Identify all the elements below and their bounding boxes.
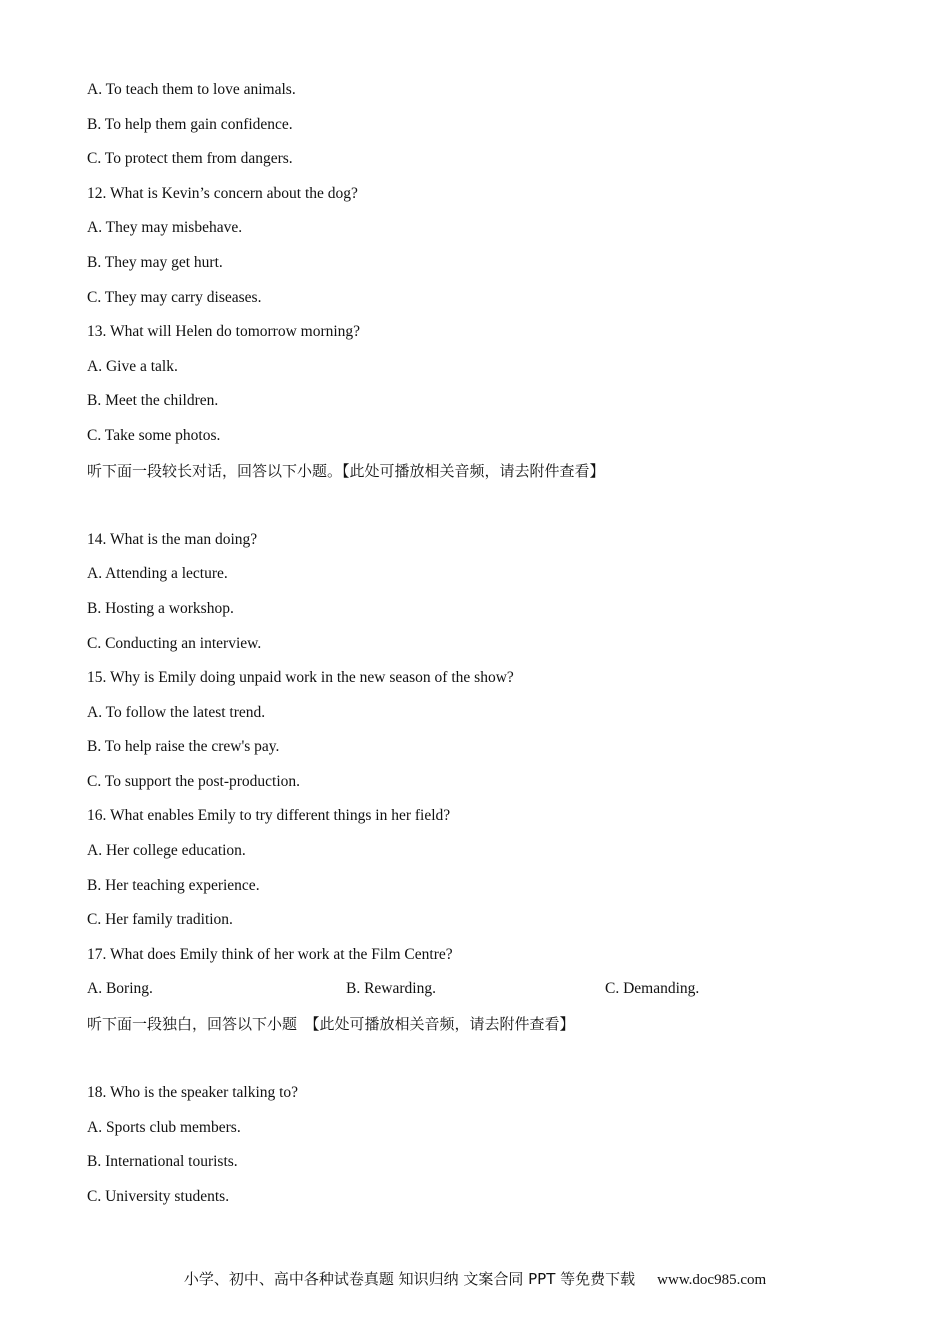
listening-instruction-dialogue: 听下面一段较长对话，回答以下小题。【此处可播放相关音频，请去附件查看】 <box>87 461 605 480</box>
q16-option-b: B. Her teaching experience. <box>87 876 260 894</box>
q13-option-c: C. Take some photos. <box>87 426 221 444</box>
q17-option-b: B. Rewarding. <box>346 980 436 998</box>
q15-option-c: C. To support the post-production. <box>87 772 301 790</box>
option-c: C. To protect them from dangers. <box>87 150 293 168</box>
q16-option-c: C. Her family tradition. <box>87 911 233 929</box>
question-13: 13. What will Helen do tomorrow morning? <box>87 323 361 341</box>
q14-option-c: C. Conducting an interview. <box>87 634 262 652</box>
question-17: 17. What does Emily think of her work at the Film Centre? <box>87 945 453 963</box>
q18-option-a: A. Sports club members. <box>87 1118 241 1136</box>
option-b: B. To help them gain confidence. <box>87 115 293 133</box>
page-footer <box>0 1268 950 1289</box>
question-12: 12. What is Kevin’s concern about the dog? <box>87 184 358 202</box>
q18-option-c: C. University students. <box>87 1188 230 1205</box>
q12-option-a: A. They may misbehave. <box>87 219 243 237</box>
q12-option-b: B. They may get hurt. <box>87 253 223 271</box>
question-16: 16. What enables Emily to try different things in her field? <box>87 807 451 825</box>
q15-option-a: A. To follow the latest trend. <box>87 703 266 721</box>
question-14: 14. What is the man doing? <box>87 530 258 548</box>
exam-page <box>87 73 877 1215</box>
q12-option-c: C. They may carry diseases. <box>87 288 262 306</box>
q13-option-a: A. Give a talk. <box>87 357 178 375</box>
q14-option-a: A. Attending a lecture. <box>87 565 228 583</box>
q14-option-b: B. Hosting a workshop. <box>87 599 234 617</box>
listening-instruction-monologue: 听下面一段独白，回答以下小题 【此处可播放相关音频，请去附件查看】 <box>87 1015 575 1034</box>
q15-option-b: B. To help raise the crew's pay. <box>87 738 280 756</box>
footer-text: 小学、初中、高中各种试卷真题 知识归纳 文案合同 PPT 等免费下载 <box>183 1270 636 1288</box>
q17-option-c: C. Demanding. <box>605 980 700 998</box>
q16-option-a: A. Her college education. <box>87 842 246 860</box>
spacer <box>87 1042 877 1077</box>
question-18: 18. Who is the speaker talking to? <box>87 1084 299 1102</box>
q17-options-row <box>87 972 877 1007</box>
q18-option-b: B. International tourists. <box>87 1153 238 1171</box>
q13-option-b: B. Meet the children. <box>87 392 219 410</box>
question-15: 15. Why is Emily doing unpaid work in the new season of the show? <box>87 669 514 687</box>
spacer <box>87 488 877 523</box>
q17-option-a: A. Boring. <box>87 980 153 998</box>
option-a: A. To teach them to love animals. <box>87 81 296 98</box>
footer-url[interactable]: www.doc985.com <box>657 1272 767 1288</box>
